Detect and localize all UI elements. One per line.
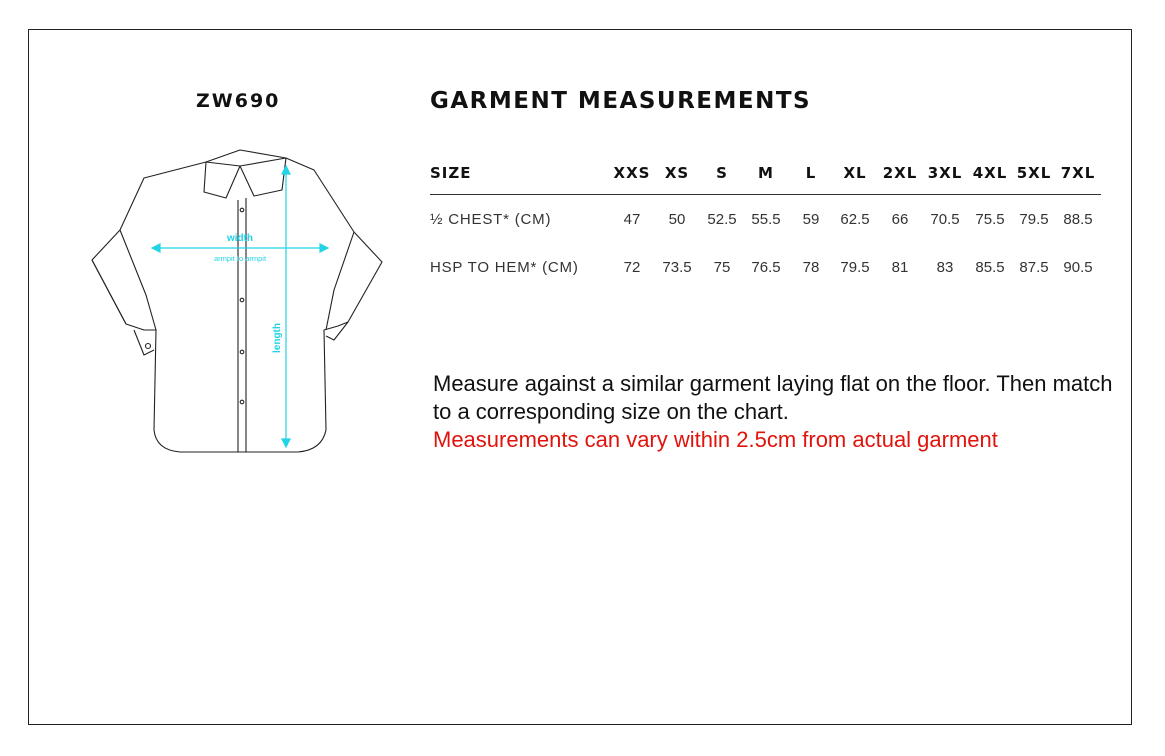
table-cell: 62.5 (840, 211, 870, 228)
size-col-header: L (805, 164, 817, 182)
instruction-text: Measure against a similar garment laying flat on the floor. Then match to a corresponding size on the chart. (433, 371, 1113, 424)
size-col-header: 7XL (1060, 164, 1096, 182)
size-table (430, 158, 1101, 293)
table-row-length (430, 253, 1101, 293)
table-row-chest (430, 205, 1101, 253)
table-cell: 70.5 (930, 211, 960, 228)
table-cell: 75.5 (975, 211, 1005, 228)
table-cell: 87.5 (1019, 259, 1049, 276)
product-code: ZW690 (196, 90, 281, 112)
table-cell: 83 (936, 259, 954, 276)
table-cell: 76.5 (751, 259, 781, 276)
row-label: ½ CHEST* (CM) (430, 211, 552, 228)
size-col-header: M (758, 164, 774, 182)
measurement-instructions (433, 370, 1133, 454)
size-col-header: XS (664, 164, 690, 182)
table-cell: 59 (802, 211, 820, 228)
width-label: width (226, 233, 254, 244)
table-cell: 50 (668, 211, 686, 228)
table-cell: 90.5 (1063, 259, 1093, 276)
size-col-header: 2XL (882, 164, 918, 182)
table-cell: 47 (623, 211, 641, 228)
table-cell: 81 (891, 259, 909, 276)
size-col-header: 4XL (972, 164, 1008, 182)
armpit-label: armpit to armpit (213, 254, 267, 263)
size-header-row (430, 158, 1101, 195)
table-cell: 78 (802, 259, 820, 276)
size-col-header: 5XL (1016, 164, 1052, 182)
size-header-label: SIZE (430, 164, 472, 182)
length-label: length (272, 323, 283, 353)
page-title: GARMENT MEASUREMENTS (430, 88, 812, 114)
table-cell: 79.5 (1019, 211, 1049, 228)
size-col-header: XL (843, 164, 867, 182)
table-cell: 85.5 (975, 259, 1005, 276)
size-col-header: 3XL (927, 164, 963, 182)
table-cell: 72 (623, 259, 641, 276)
table-cell: 75 (713, 259, 731, 276)
shirt-diagram (86, 140, 386, 460)
table-cell: 79.5 (840, 259, 870, 276)
size-col-header: S (716, 164, 728, 182)
warning-text: Measurements can vary within 2.5cm from actual garment (433, 427, 998, 452)
table-cell: 52.5 (707, 211, 737, 228)
table-cell: 66 (891, 211, 909, 228)
table-cell: 73.5 (662, 259, 692, 276)
row-label: HSP TO HEM* (CM) (430, 259, 579, 276)
table-cell: 88.5 (1063, 211, 1093, 228)
size-col-header: XXS (613, 164, 651, 182)
table-cell: 55.5 (751, 211, 781, 228)
